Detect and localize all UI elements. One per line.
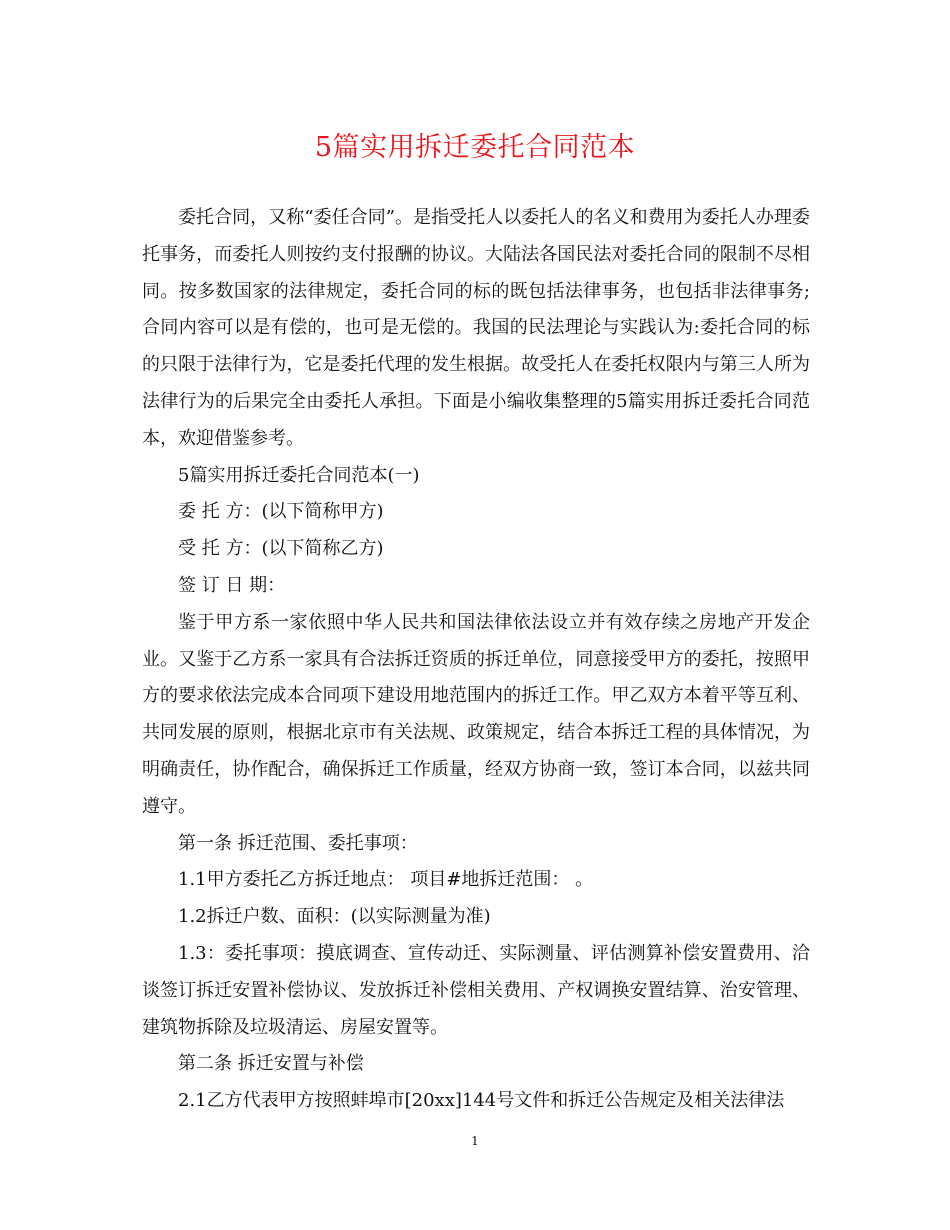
paragraph-section-heading: 5篇实用拆迁委托合同范本(一) <box>178 464 420 486</box>
paragraph-intro: 委托合同，又称“委任合同”。是指受托人以委托人的名义和费用为委托人办理委托事务，而委托人则按约支付报酬的协议。大陆法各国民法对委托合同的限制不尽相同。按多数国家的法律规定，委托合同的标的既包括法律事务，也包括非法律事务;合同内容可以是有偿的，也可是无偿的。我国的民法理论与实践认为:委托合同的标的只限于法律行为，它是委托代理的发生根据。故受托人在委托权限内与第三人所为法律行为的后果完全由委托人承担。下面是小编收集整理的5篇实用拆迁委托合同范本，欢迎借鉴参考。 <box>142 207 810 449</box>
paragraph-article-2: 第二条 拆迁安置与补偿 <box>178 1053 364 1075</box>
paragraph-signing-date: 签 订 日 期： <box>178 574 286 596</box>
paragraph-entrusting-party: 委 托 方：(以下简称甲方) <box>178 501 384 523</box>
document-title: 5篇实用拆迁委托合同范本 <box>314 132 636 163</box>
paragraph-clause-1-3: 1.3：委托事项：摸底调查、宣传动迁、实际测量、评估测算补偿安置费用、洽谈签订拆迁安置补偿协议、发放拆迁补偿相关费用、产权调换安置结算、治安管理、建筑物拆除及垃圾清运、房屋安置等。 <box>142 942 810 1038</box>
document-body <box>142 200 810 1120</box>
paragraph-clause-1-2: 1.2拆迁户数、面积：(以实际测量为准) <box>178 906 491 928</box>
paragraph-recitals: 鉴于甲方系一家依照中华人民共和国法律依法设立并有效存续之房地产开发企业。又鉴于乙方系一家具有合法拆迁资质的拆迁单位，同意接受甲方的委托，按照甲方的要求依法完成本合同项下建设用地范围内的拆迁工作。甲乙双方本着平等互利、共同发展的原则，根据北京市有关法规、政策规定，结合本拆迁工程的具体情况，为明确责任，协作配合，确保拆迁工作质量，经双方协商一致，签订本合同，以兹共同遵守。 <box>142 611 810 817</box>
paragraph-entrusted-party: 受 托 方：(以下简称乙方) <box>178 538 384 560</box>
paragraph-clause-2-1: 2.1乙方代表甲方按照蚌埠市[20xx]144号文件和拆迁公告规定及相关法律法 <box>178 1090 785 1112</box>
paragraph-article-1: 第一条 拆迁范围、委托事项： <box>178 832 418 854</box>
page-number: 1 <box>471 1134 479 1148</box>
paragraph-clause-1-1: 1.1甲方委托乙方拆迁地点： 项目#地拆迁范围： 。 <box>178 869 594 891</box>
